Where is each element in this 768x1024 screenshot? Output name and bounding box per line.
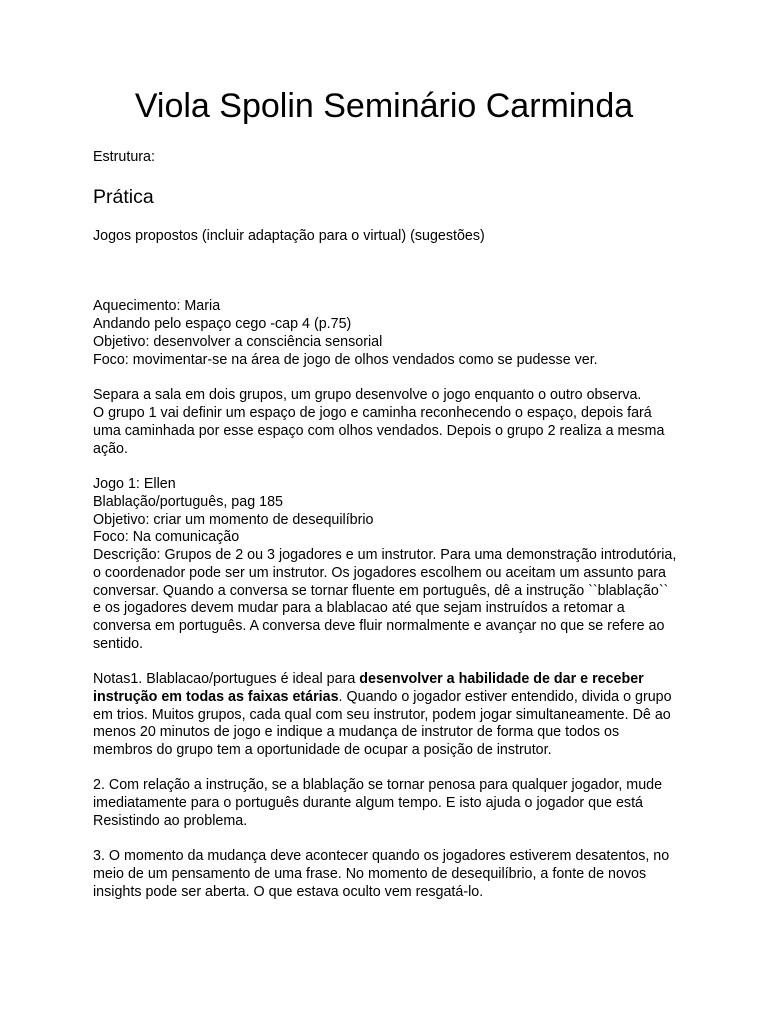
notas1-line: membros do grupo tem a oportunidade de ocupar a posição de instrutor. xyxy=(93,742,552,758)
notas1-bold-text: desenvolver a habilidade de dar e receber xyxy=(359,671,644,687)
nota2-line: 2. Com relação a instrução, se a blablação se tornar penosa para qualquer jogador, mude xyxy=(93,777,663,793)
notas1-text: Notas1. Blablacao/portugues é ideal para xyxy=(93,671,360,687)
document-title: Viola Spolin Seminário Carminda xyxy=(134,87,634,125)
jogos-propostos-line: Jogos propostos (incluir adaptação para o virtual) (sugestões) xyxy=(93,228,485,244)
jogo1-line: Descrição: Grupos de 2 ou 3 jogadores e um instrutor. Para uma demonstração introdutória, xyxy=(93,547,677,563)
notas1-bold-text: instrução em todas as faixas etárias xyxy=(93,689,339,705)
pratica-heading: Prática xyxy=(93,186,154,208)
aquecimento-line: Aquecimento: Maria xyxy=(93,298,221,314)
aquecimento-line: Foco: movimentar-se na área de jogo de olhos vendados como se pudesse ver. xyxy=(93,352,598,368)
notas1-line xyxy=(93,689,672,707)
notas1-line xyxy=(93,671,644,689)
notas1-text: . Quando o jogador estiver entendido, divida o grupo xyxy=(338,689,672,705)
jogo1-line: Jogo 1: Ellen xyxy=(93,476,176,492)
paragraph-line: Separa a sala em dois grupos, um grupo desenvolve o jogo enquanto o outro observa. xyxy=(93,387,642,403)
paragraph-line: O grupo 1 vai definir um espaço de jogo e caminha reconhecendo o espaço, depois fará xyxy=(93,405,652,421)
jogo1-line: sentido. xyxy=(93,636,144,652)
jogo1-line: Foco: Na comunicação xyxy=(93,529,240,545)
notas1-line: em trios. Muitos grupos, cada qual com seu instrutor, podem jogar simultaneamente. Dê ao xyxy=(93,707,671,723)
notas1-line: menos 20 minutos de jogo e indique a mudança de instrutor de forma que todos os xyxy=(93,724,620,740)
paragraph-line: ação. xyxy=(93,441,128,457)
nota3-line: insights pode ser aberta. O que estava oculto vem resgatá-lo. xyxy=(93,884,484,900)
aquecimento-line: Objetivo: desenvolver a consciência sensorial xyxy=(93,334,383,350)
jogo1-line: e os jogadores devem mudar para a blablacao até que sejam instruídos a retomar a xyxy=(93,600,625,616)
jogo1-line: o coordenador pode ser um instrutor. Os jogadores escolhem ou aceitam um assunto para xyxy=(93,565,666,581)
jogo1-line: Objetivo: criar um momento de desequilíbrio xyxy=(93,512,374,528)
nota2-line: imediatamente para o português durante algum tempo. E isto ajuda o jogador que está xyxy=(93,795,643,811)
aquecimento-line: Andando pelo espaço cego -cap 4 (p.75) xyxy=(93,316,352,332)
nota2-line: Resistindo ao problema. xyxy=(93,813,248,829)
paragraph-line: uma caminhada por esse espaço com olhos vendados. Depois o grupo 2 realiza a mesma xyxy=(93,423,665,439)
jogo1-line: conversa em português. A conversa deve fluir normalmente e avançar no que se refere ao xyxy=(93,618,665,634)
nota3-line: meio de um pensamento de uma frase. No momento de desequilíbrio, a fonte de novos xyxy=(93,866,647,882)
nota3-line: 3. O momento da mudança deve acontecer quando os jogadores estiverem desatentos, no xyxy=(93,848,670,864)
jogo1-line: Blablação/português, pag 185 xyxy=(93,494,283,510)
jogo1-line: conversar. Quando a conversa se tornar fluente em português, dê a instrução ``blablação`` xyxy=(93,583,669,599)
estrutura-label: Estrutura: xyxy=(93,149,155,165)
